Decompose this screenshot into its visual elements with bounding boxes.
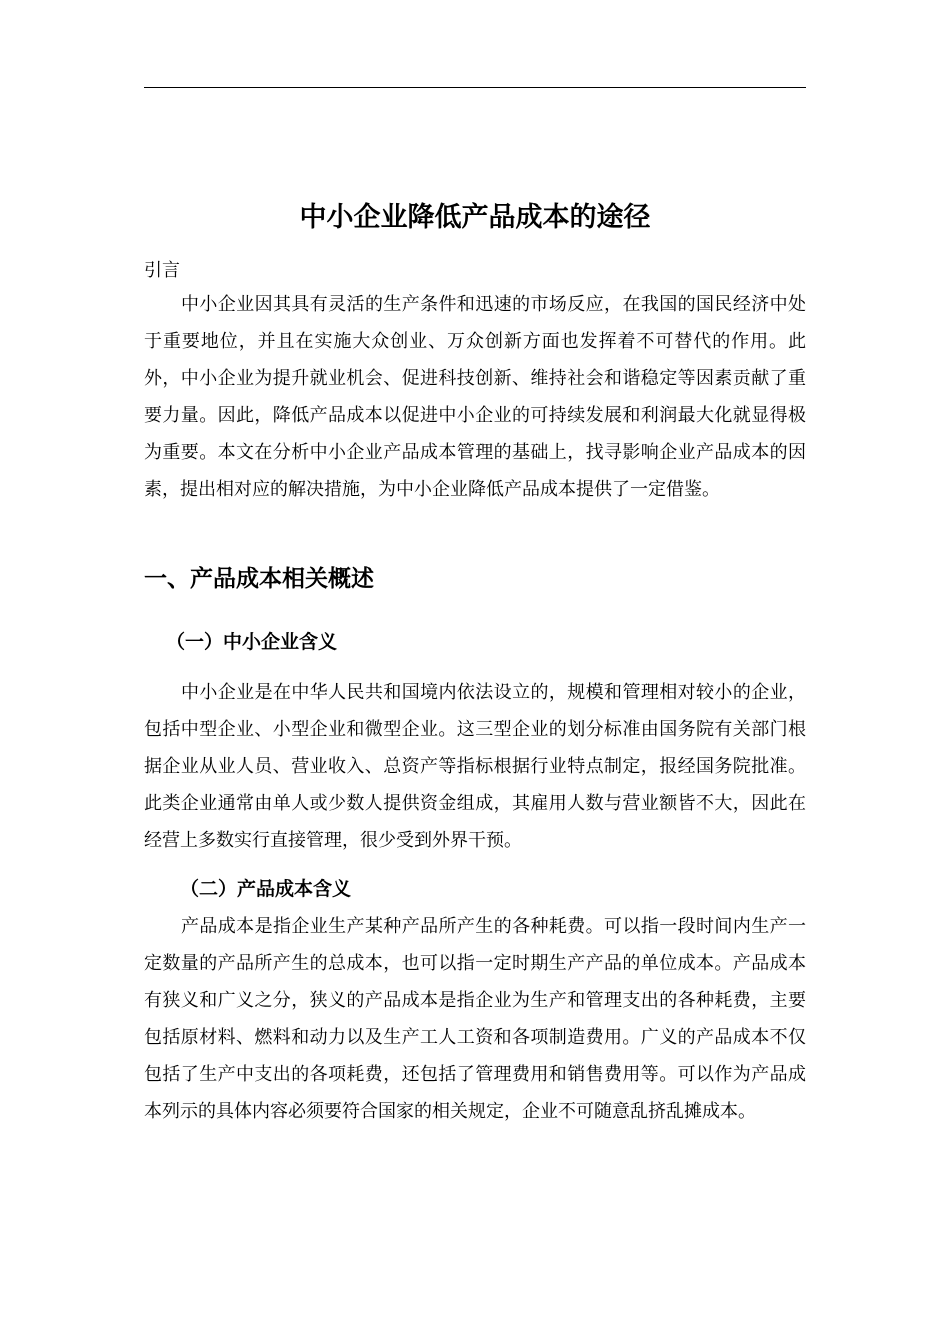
intro-label: 引言 xyxy=(144,260,180,281)
subsection-heading-product-cost: （二）产品成本含义 xyxy=(180,878,352,900)
intro-paragraph: 中小企业因其具有灵活的生产条件和迅速的市场反应，在我国的国民经济中处于重要地位，并且在实施大众创业、万众创新方面也发挥着不可替代的作用。此外，中小企业为提升就业机会、促进科技创新、维持社会和谐稳定等因素贡献了重要力量。因此，降低产品成本以促进中小企业的可持续发展和利润最大化就显得极为重要。本文在分析中小企业产品成本管理的基础上，找寻影响企业产品成本的因素，提出相对应的解决措施，为中小企业降低产品成本提供了一定借鉴。 xyxy=(144,294,806,500)
document-title: 中小企业降低产品成本的途径 xyxy=(299,202,651,233)
section-heading: 一、产品成本相关概述 xyxy=(144,566,374,592)
sme-definition-paragraph: 中小企业是在中华人民共和国境内依法设立的，规模和管理相对较小的企业，包括中型企业、小型企业和微型企业。这三型企业的划分标准由国务院有关部门根据企业从业人员、营业收入、总资产等指标根据行业特点制定，报经国务院批准。此类企业通常由单人或少数人提供资金组成，其雇用人数与营业额皆不大，因此在经营上多数实行直接管理，很少受到外界干预。 xyxy=(144,682,806,851)
header-rule xyxy=(144,87,806,88)
subsection-heading-sme: （一）中小企业含义 xyxy=(166,631,338,653)
product-cost-paragraph: 产品成本是指企业生产某种产品所产生的各种耗费。可以指一段时间内生产一定数量的产品所产生的总成本，也可以指一定时期生产产品的单位成本。产品成本有狭义和广义之分，狭义的产品成本是指企业为生产和管理支出的各种耗费，主要包括原材料、燃料和动力以及生产工人工资和各项制造费用。广义的产品成本不仅包括了生产中支出的各项耗费，还包括了管理费用和销售费用等。可以作为产品成本列示的具体内容必须要符合国家的相关规定，企业不可随意乱挤乱摊成本。 xyxy=(144,916,806,1122)
